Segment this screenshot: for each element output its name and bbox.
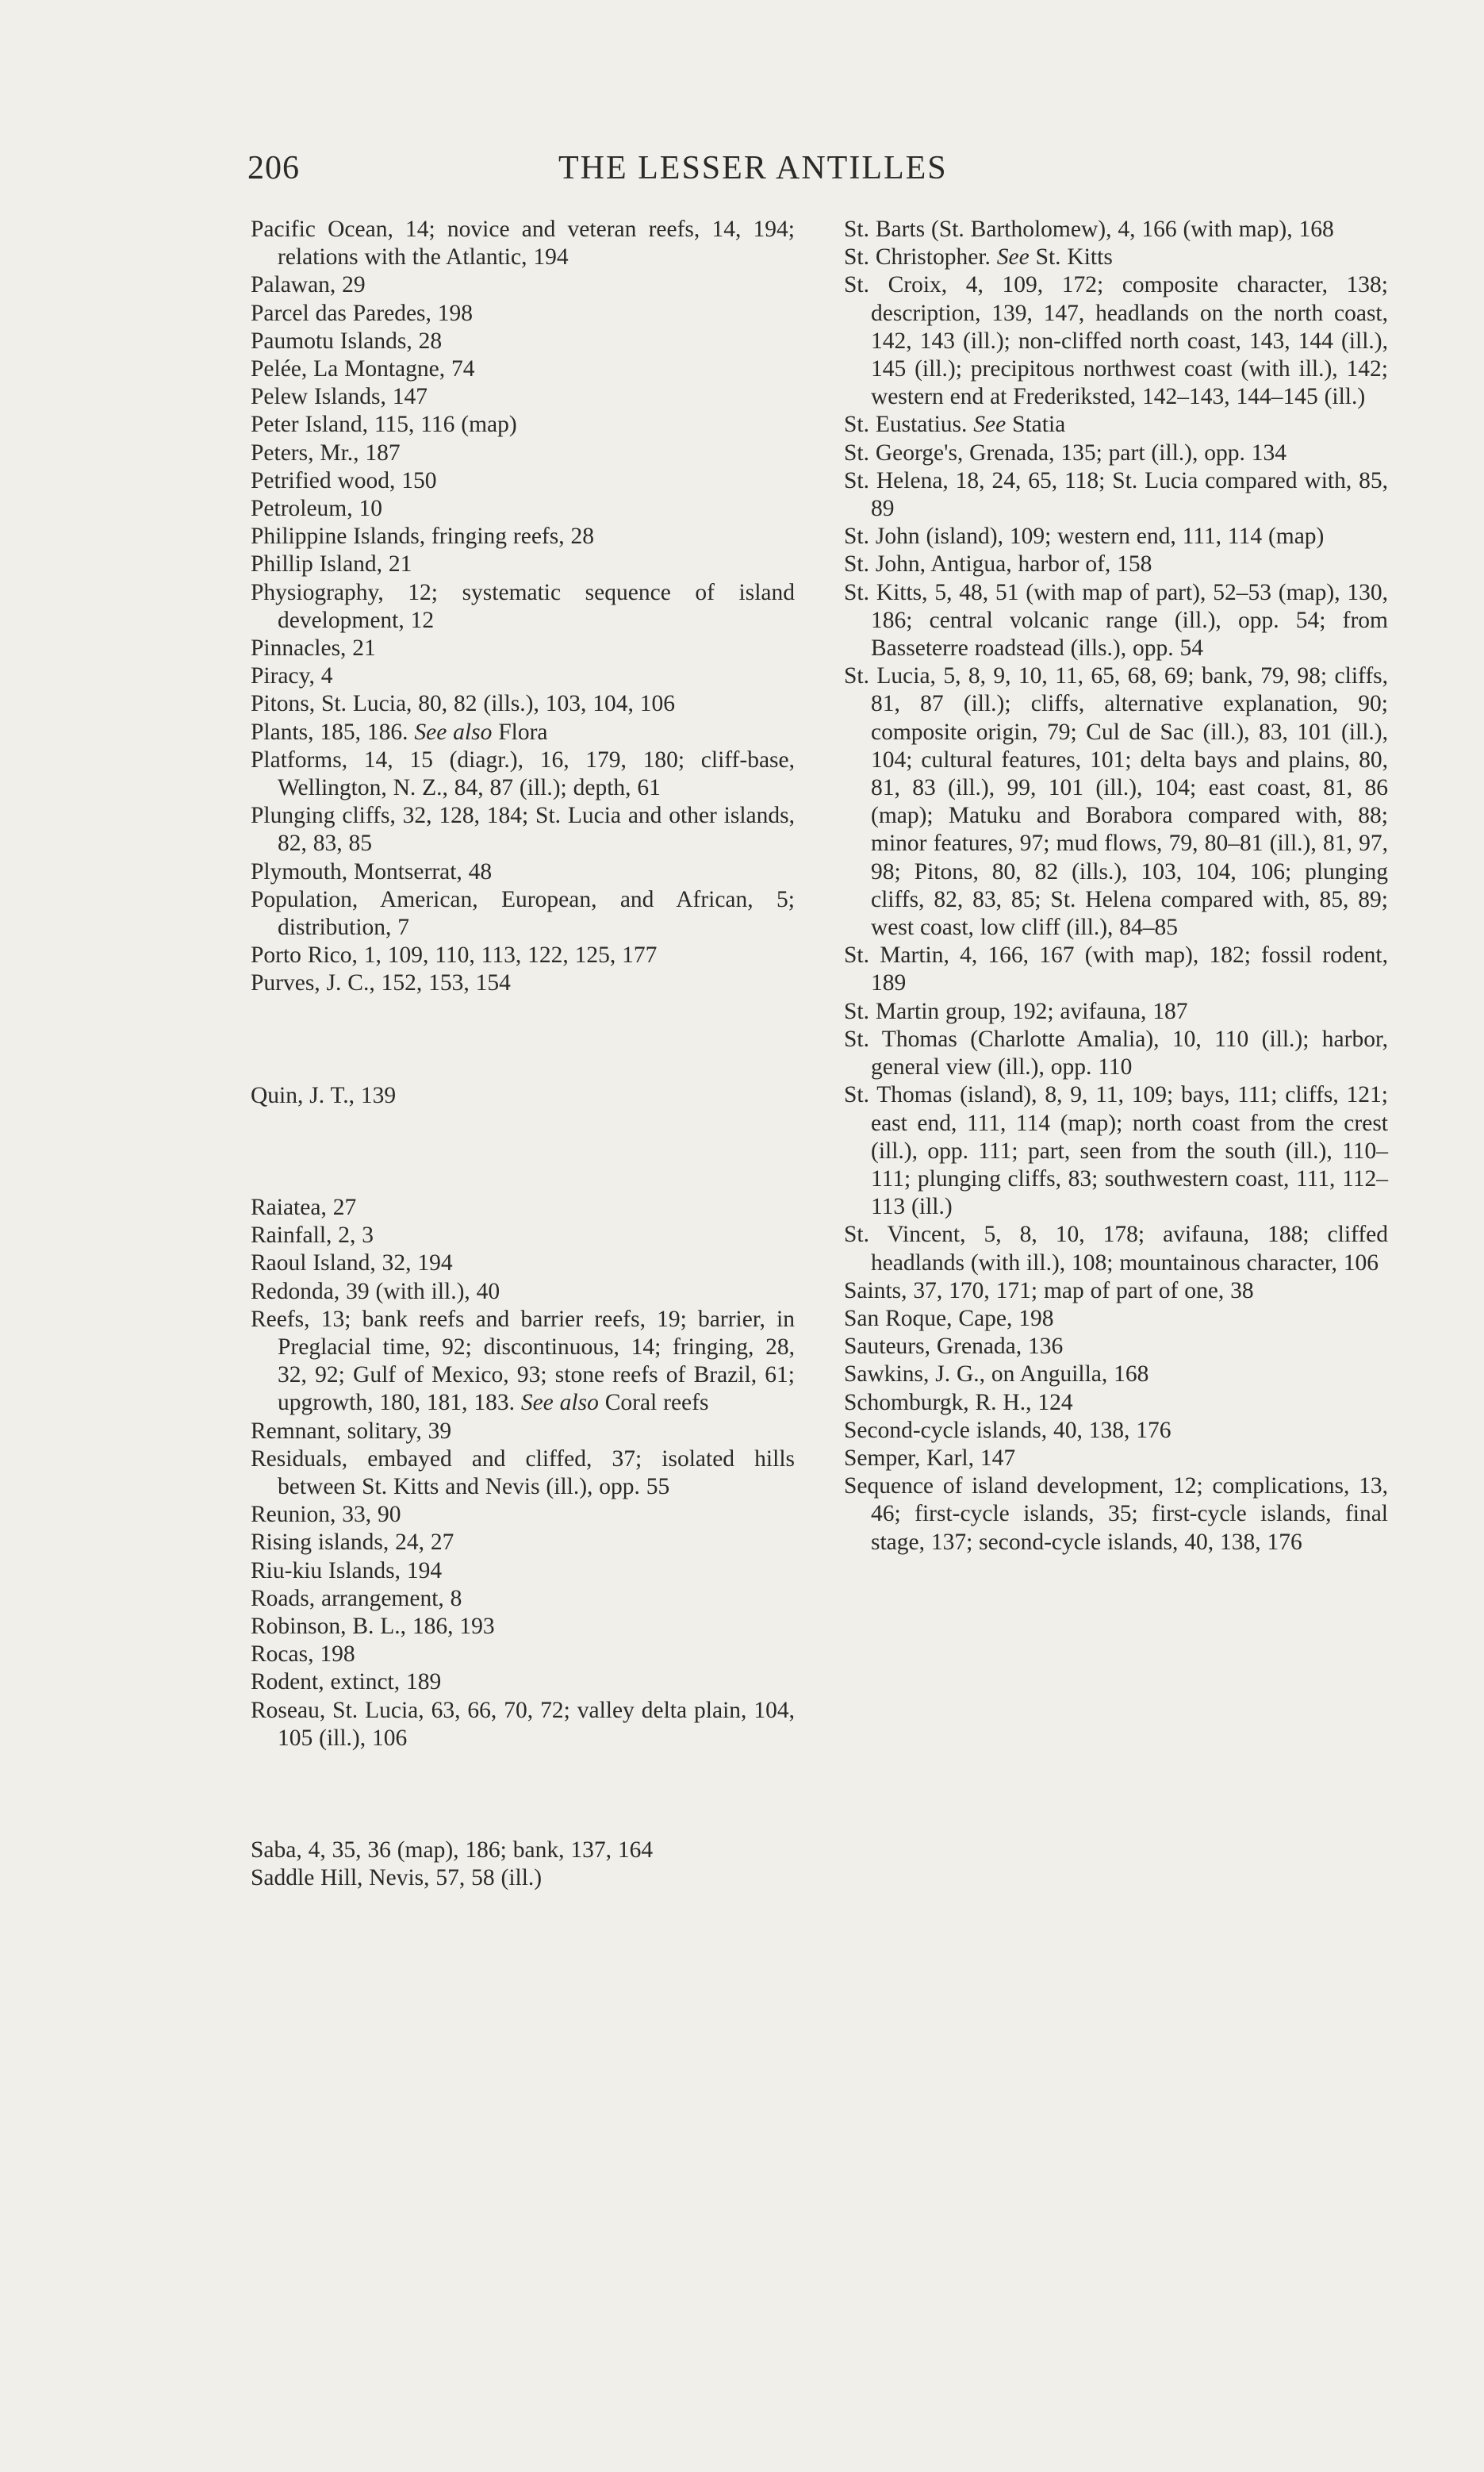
- index-entry: [844, 662, 1388, 942]
- index-entry-text: Pelée, La Montagne, 74: [251, 356, 475, 382]
- index-entry-text: St. Kitts, 5, 48, 51 (with map of part), 52–53 (map), 130, 186; central volcanic range (ill.), opp. 54; from Basseterre roadstead (ills.), opp. 54: [844, 579, 1388, 662]
- index-entry-text: Semper, Karl, 147: [844, 1445, 1016, 1471]
- index-entry: [251, 579, 795, 635]
- index-entry-text: Piracy, 4: [251, 663, 333, 689]
- index-entry: [844, 1305, 1388, 1333]
- index-entry: [251, 216, 795, 271]
- index-entry: [251, 551, 795, 578]
- index-entry: [844, 1417, 1388, 1445]
- index-entry-text: Saba, 4, 35, 36 (map), 186; bank, 137, 164: [251, 1837, 654, 1863]
- index-entry-text: Pacific Ocean, 14; novice and veteran reefs, 14, 194; relations with the Atlantic, 194: [251, 217, 795, 271]
- index-entry: [844, 244, 1388, 271]
- index-entry-text: Coral reefs: [598, 1390, 709, 1416]
- index-entry: [251, 1306, 795, 1418]
- index-entry-text: Raoul Island, 32, 194: [251, 1250, 453, 1276]
- index-entry-text: Reunion, 33, 90: [251, 1502, 401, 1528]
- index-entry: [251, 635, 795, 662]
- index-entry-text: Phillip Island, 21: [251, 551, 412, 578]
- index-entry-text: Flora: [492, 719, 548, 745]
- index-cross-reference: See: [996, 244, 1030, 271]
- index-entry: [844, 1472, 1388, 1557]
- index-entry-text: Saints, 37, 170, 171; map of part of one, 38: [844, 1277, 1254, 1303]
- index-entry-text: Saddle Hill, Nevis, 57, 58 (ill.): [251, 1865, 543, 1891]
- index-entry: [844, 998, 1388, 1026]
- index-entry: [844, 271, 1388, 411]
- index-entry-text: Quin, J. T., 139: [251, 1082, 397, 1108]
- index-entry-text: Rising islands, 24, 27: [251, 1530, 454, 1556]
- index-column-left: [251, 216, 795, 1892]
- index-entry-text: Paumotu Islands, 28: [251, 328, 443, 354]
- index-entry-text: Sauteurs, Grenada, 136: [844, 1334, 1064, 1360]
- index-entry-text: St. Thomas (Charlotte Amalia), 10, 110 (ill.); harbor, general view (ill.), opp. 110: [844, 1026, 1388, 1081]
- index-entry: [251, 662, 795, 690]
- index-entry: [251, 1222, 795, 1249]
- index-entry-text: Peter Island, 115, 116 (map): [251, 412, 517, 438]
- index-entry: [844, 1081, 1388, 1221]
- index-entry: [844, 1221, 1388, 1276]
- index-entry-text: Platforms, 14, 15 (diagr.), 16, 179, 180; cliff-base, Wellington, N. Z., 84, 87 (ill.); depth, 61: [251, 747, 795, 801]
- index-entry-text: Sequence of island development, 12; complications, 13, 46; first-cycle islands, 35; first-cycle islands, final stage, 137; second-cycle islands, 40, 138, 176: [844, 1473, 1388, 1555]
- index-column-right: [844, 216, 1388, 1557]
- index-entry-text: St. Barts (St. Bartholomew), 4, 166 (with map), 168: [844, 217, 1334, 242]
- index-entry: [251, 886, 795, 942]
- index-entry-text: Plants, 185, 186.: [251, 719, 415, 745]
- index-entry: [251, 467, 795, 495]
- index-entry-text: Parcel das Paredes, 198: [251, 300, 474, 326]
- index-entry-text: Physiography, 12; systematic sequence of island development, 12: [251, 579, 795, 633]
- index-entry: [844, 467, 1388, 523]
- index-entry-text: Roads, arrangement, 8: [251, 1585, 462, 1611]
- index-entry: [844, 579, 1388, 663]
- index-entry-text: San Roque, Cape, 198: [844, 1305, 1054, 1331]
- index-entry-text: Porto Rico, 1, 109, 110, 113, 122, 125, 177: [251, 942, 658, 969]
- index-entry-text: Palawan, 29: [251, 272, 366, 298]
- index-entry: [251, 1864, 795, 1892]
- index-entry: [251, 858, 795, 886]
- index-entry-text: Rocas, 198: [251, 1641, 355, 1668]
- index-entry-text: St. Martin group, 192; avifauna, 187: [844, 998, 1188, 1024]
- index-entry-text: Redonda, 39 (with ill.), 40: [251, 1278, 500, 1304]
- index-entry: [251, 300, 795, 328]
- index-entry-text: Pelew Islands, 147: [251, 384, 428, 410]
- index-entry: [844, 440, 1388, 467]
- index-entry: [844, 411, 1388, 439]
- index-entry-text: Petrified wood, 150: [251, 467, 437, 493]
- index-entry-text: Plunging cliffs, 32, 128, 184; St. Lucia and other islands, 82, 83, 85: [251, 803, 795, 857]
- index-entry: [844, 523, 1388, 551]
- index-entry-text: Purves, J. C., 152, 153, 154: [251, 970, 511, 996]
- index-entry-text: Raiatea, 27: [251, 1194, 357, 1220]
- index-entry: [251, 411, 795, 439]
- index-entry: [251, 747, 795, 802]
- index-entry-text: Pitons, St. Lucia, 80, 82 (ills.), 103, 104, 106: [251, 691, 675, 717]
- index-entry-text: St. Kitts: [1029, 244, 1113, 271]
- index-entry: [844, 942, 1388, 997]
- index-entry: [844, 1445, 1388, 1472]
- index-entry: [251, 1082, 795, 1110]
- index-entry: [251, 802, 795, 858]
- index-entry: [251, 1249, 795, 1277]
- index-entry: [251, 495, 795, 523]
- index-entry: [251, 1837, 795, 1864]
- index-entry: [251, 1613, 795, 1641]
- letter-section-gap: [251, 1752, 795, 1837]
- index-entry: [844, 1026, 1388, 1081]
- index-entry: [844, 1277, 1388, 1305]
- index-entry-text: Sawkins, J. G., on Anguilla, 168: [844, 1361, 1149, 1388]
- index-entry: [251, 523, 795, 551]
- index-entry: [251, 1418, 795, 1445]
- index-entry-text: St. George's, Grenada, 135; part (ill.), opp. 134: [844, 440, 1287, 466]
- index-entry-text: St. John (island), 109; western end, 111, 114 (map): [844, 524, 1325, 550]
- index-entry-text: Plymouth, Montserrat, 48: [251, 858, 493, 885]
- index-entry-text: Philippine Islands, fringing reefs, 28: [251, 524, 594, 550]
- index-entry: [251, 969, 795, 997]
- index-entry: [251, 1697, 795, 1752]
- index-entry-text: Petroleum, 10: [251, 496, 383, 522]
- index-entry: [251, 1668, 795, 1696]
- index-entry-text: St. Vincent, 5, 8, 10, 178; avifauna, 188; cliffed headlands (with ill.), 108; mountainous character, 106: [844, 1222, 1388, 1276]
- index-entry-text: St. Christopher.: [844, 244, 997, 271]
- index-entry: [251, 942, 795, 969]
- index-entry: [251, 1529, 795, 1557]
- page-number: 206: [247, 150, 300, 186]
- index-entry-text: Rodent, extinct, 189: [251, 1669, 442, 1695]
- index-entry-text: St. John, Antigua, harbor of, 158: [844, 551, 1152, 578]
- letter-section-gap: [251, 1110, 795, 1194]
- index-entry-text: Robinson, B. L., 186, 193: [251, 1613, 495, 1639]
- index-entry: [844, 551, 1388, 578]
- index-entry-text: Population, American, European, and African, 5; distribution, 7: [251, 886, 795, 941]
- index-entry-text: Remnant, solitary, 39: [251, 1418, 452, 1444]
- index-entry: [251, 1445, 795, 1501]
- index-entry: [251, 440, 795, 467]
- index-entry-text: Statia: [1006, 412, 1066, 438]
- index-entry: [844, 1333, 1388, 1361]
- index-entry: [251, 1641, 795, 1668]
- index-entry-text: St. Lucia, 5, 8, 9, 10, 11, 65, 68, 69; bank, 79, 98; cliffs, 81, 87 (ill.); cliffs, alternative explanation, 90; composite origin, 79; Cul de Sac (ill.), 83, 101 (ill.), 104; cultural features, 101; delta bays and plains, 80, 81, 83 (ill.), 99, 101 (ill.), 104; east coast, 81, 86 (map); Matuku and Borabora compared with, 88; minor features, 97; mud flows, 79, 80–81 (ill.), 81, 97, 98; Pitons, 80, 82 (ills.), 103, 104, 106; plunging cliffs, 82, 83, 85; St. Helena compared with, 85, 89; west coast, low cliff (ill.), 84–85: [844, 663, 1388, 941]
- index-entry: [251, 1557, 795, 1585]
- index-entry-text: Residuals, embayed and cliffed, 37; isolated hills between St. Kitts and Nevis (ill.), opp. 55: [251, 1445, 795, 1499]
- index-entry-text: St. Thomas (island), 8, 9, 11, 109; bays, 111; cliffs, 121; east end, 111, 114 (map); north coast from the crest (ill.), opp. 111; part, seen from the south (ill.), 110–111; plunging cliffs, 83; southwestern coast, 111, 112–113 (ill.): [844, 1082, 1388, 1220]
- index-entry: [251, 1501, 795, 1529]
- index-entry: [251, 383, 795, 411]
- index-entry-text: St. Croix, 4, 109, 172; composite character, 138; description, 139, 147, headlands on the north coast, 142, 143 (ill.); non-cliffed north coast, 143, 144 (ill.), 145 (ill.); precipitous northwest coast (with ill.), 142; western end at Frederiksted, 142–143, 144–145 (ill.): [844, 272, 1388, 410]
- index-entry-text: Peters, Mr., 187: [251, 440, 401, 466]
- running-title: THE LESSER ANTILLES: [558, 150, 948, 186]
- index-entry-text: Schomburgk, R. H., 124: [844, 1389, 1073, 1415]
- index-cross-reference: See: [973, 412, 1007, 438]
- index-entry-text: St. Eustatius.: [844, 412, 974, 438]
- index-entry-text: Riu-kiu Islands, 194: [251, 1557, 443, 1583]
- index-cross-reference: See also: [520, 1390, 599, 1416]
- index-entry: [251, 1278, 795, 1306]
- letter-section-gap: [251, 998, 795, 1082]
- index-entry-text: St. Martin, 4, 166, 167 (with map), 182; fossil rodent, 189: [844, 942, 1388, 996]
- index-entry: [251, 1194, 795, 1222]
- index-entry-text: Reefs, 13; bank reefs and barrier reefs, 19; barrier, in Preglacial time, 92; discontinuous, 14; fringing, 28, 32, 92; Gulf of Mexico, 93; stone reefs of Brazil, 61; upgrowth, 180, 181, 183.: [251, 1306, 795, 1416]
- index-entry: [844, 1389, 1388, 1417]
- index-entry: [251, 271, 795, 299]
- index-entry-text: Rainfall, 2, 3: [251, 1223, 374, 1249]
- index-entry-text: Pinnacles, 21: [251, 635, 376, 662]
- index-entry: [251, 328, 795, 355]
- index-entry: [844, 1361, 1388, 1388]
- page-header: [247, 141, 1072, 197]
- index-entry-text: Roseau, St. Lucia, 63, 66, 70, 72; valley delta plain, 104, 105 (ill.), 106: [251, 1697, 795, 1751]
- index-entry: [251, 690, 795, 718]
- index-entry: [251, 355, 795, 383]
- index-entry-text: St. Helena, 18, 24, 65, 118; St. Lucia compared with, 85, 89: [844, 467, 1388, 522]
- index-entry-text: Second-cycle islands, 40, 138, 176: [844, 1417, 1171, 1443]
- index-entry: [251, 1585, 795, 1613]
- index-entry: [251, 719, 795, 747]
- index-cross-reference: See also: [414, 719, 493, 745]
- index-entry: [844, 216, 1388, 244]
